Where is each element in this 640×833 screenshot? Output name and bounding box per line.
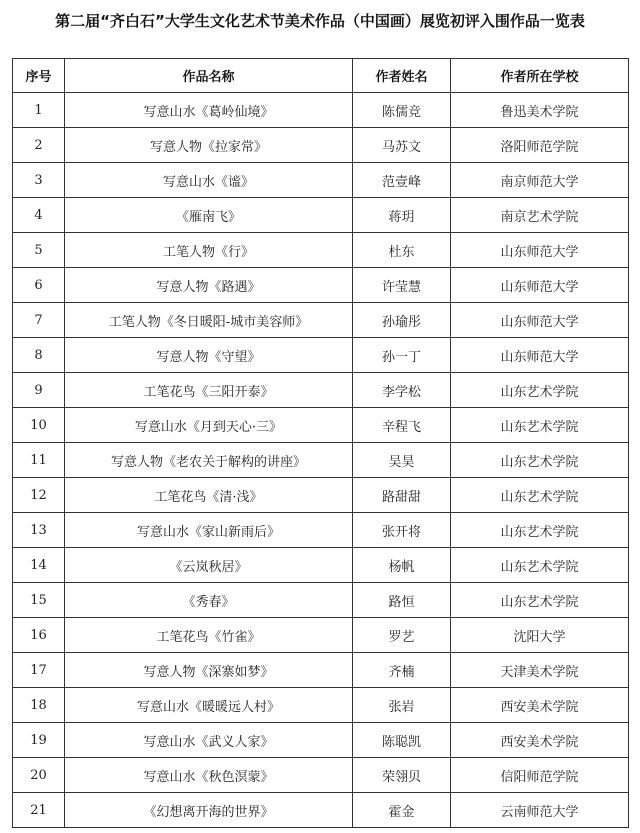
- cell-author: 路恒: [353, 583, 451, 618]
- cell-work: 《云岚秋居》: [65, 548, 353, 583]
- cell-work: 工笔人物《冬日暖阳-城市美容师》: [65, 303, 353, 338]
- table-row: [13, 583, 629, 618]
- header-work: 作品名称: [65, 59, 353, 93]
- table-row: [13, 618, 629, 653]
- table-row: [13, 653, 629, 688]
- cell-no: 1: [13, 93, 65, 128]
- cell-school: 山东艺术学院: [451, 443, 629, 478]
- cell-work: 写意山水《月到天心·三》: [65, 408, 353, 443]
- cell-author: 杜东: [353, 233, 451, 268]
- cell-work: 《幻想离开海的世界》: [65, 793, 353, 828]
- cell-school: 山东艺术学院: [451, 408, 629, 443]
- cell-work: 写意山水《武义人家》: [65, 723, 353, 758]
- cell-author: 马苏文: [353, 128, 451, 163]
- cell-school: 云南师范大学: [451, 793, 629, 828]
- cell-no: 20: [13, 758, 65, 793]
- table-row: [13, 373, 629, 408]
- cell-no: 5: [13, 233, 65, 268]
- cell-no: 6: [13, 268, 65, 303]
- cell-work: 写意山水《谧》: [65, 163, 353, 198]
- cell-work: 写意山水《秋色溟蒙》: [65, 758, 353, 793]
- table-row: [13, 758, 629, 793]
- cell-author: 杨帆: [353, 548, 451, 583]
- table-row: [13, 198, 629, 233]
- header-no: 序号: [13, 59, 65, 93]
- cell-author: 霍金: [353, 793, 451, 828]
- cell-school: 山东艺术学院: [451, 548, 629, 583]
- table-row: [13, 303, 629, 338]
- cell-author: 张岩: [353, 688, 451, 723]
- cell-no: 8: [13, 338, 65, 373]
- cell-author: 范壹峰: [353, 163, 451, 198]
- table-row: [13, 268, 629, 303]
- cell-school: 天津美术学院: [451, 653, 629, 688]
- table-row: [13, 688, 629, 723]
- cell-author: 路甜甜: [353, 478, 451, 513]
- cell-work: 写意人物《拉家常》: [65, 128, 353, 163]
- finalist-table: [12, 58, 629, 828]
- cell-school: 西安美术学院: [451, 688, 629, 723]
- cell-author: 蒋玥: [353, 198, 451, 233]
- cell-school: 鲁迅美术学院: [451, 93, 629, 128]
- cell-author: 荣翎贝: [353, 758, 451, 793]
- table-row: [13, 513, 629, 548]
- cell-author: 陈儒竞: [353, 93, 451, 128]
- cell-work: 工笔花鸟《竹雀》: [65, 618, 353, 653]
- cell-no: 7: [13, 303, 65, 338]
- cell-no: 14: [13, 548, 65, 583]
- cell-work: 工笔花鸟《清·浅》: [65, 478, 353, 513]
- cell-school: 山东艺术学院: [451, 373, 629, 408]
- table-row: [13, 443, 629, 478]
- cell-author: 吴昊: [353, 443, 451, 478]
- cell-school: 信阳师范学院: [451, 758, 629, 793]
- cell-work: 工笔人物《行》: [65, 233, 353, 268]
- table-row: [13, 93, 629, 128]
- cell-school: 山东师范大学: [451, 268, 629, 303]
- table-row: [13, 723, 629, 758]
- cell-no: 19: [13, 723, 65, 758]
- table-header-row: [13, 59, 629, 93]
- cell-no: 4: [13, 198, 65, 233]
- cell-school: 洛阳师范学院: [451, 128, 629, 163]
- cell-school: 山东艺术学院: [451, 583, 629, 618]
- cell-work: 写意人物《路遇》: [65, 268, 353, 303]
- cell-author: 张开将: [353, 513, 451, 548]
- cell-work: 《秀春》: [65, 583, 353, 618]
- cell-school: 南京师范大学: [451, 163, 629, 198]
- table-row: [13, 408, 629, 443]
- table-row: [13, 163, 629, 198]
- cell-author: 齐楠: [353, 653, 451, 688]
- table-row: [13, 793, 629, 828]
- cell-no: 9: [13, 373, 65, 408]
- header-author: 作者姓名: [353, 59, 451, 93]
- table-row: [13, 128, 629, 163]
- cell-school: 山东师范大学: [451, 233, 629, 268]
- cell-school: 山东师范大学: [451, 338, 629, 373]
- cell-work: 写意人物《守望》: [65, 338, 353, 373]
- cell-work: 写意山水《家山新雨后》: [65, 513, 353, 548]
- cell-work: 工笔花鸟《三阳开泰》: [65, 373, 353, 408]
- cell-school: 山东艺术学院: [451, 478, 629, 513]
- cell-school: 南京艺术学院: [451, 198, 629, 233]
- cell-author: 罗艺: [353, 618, 451, 653]
- cell-school: 山东艺术学院: [451, 513, 629, 548]
- cell-work: 写意山水《暖暖远人村》: [65, 688, 353, 723]
- cell-author: 许莹慧: [353, 268, 451, 303]
- document-title: 第二届“齐白石”大学生文化艺术节美术作品（中国画）展览初评入围作品一览表: [55, 12, 585, 30]
- cell-work: 写意人物《老农关于解构的讲座》: [65, 443, 353, 478]
- cell-work: 写意山水《葛岭仙境》: [65, 93, 353, 128]
- cell-author: 李学松: [353, 373, 451, 408]
- table-row: [13, 338, 629, 373]
- cell-no: 21: [13, 793, 65, 828]
- cell-author: 孙一丁: [353, 338, 451, 373]
- cell-no: 2: [13, 128, 65, 163]
- cell-no: 18: [13, 688, 65, 723]
- cell-no: 13: [13, 513, 65, 548]
- table-row: [13, 478, 629, 513]
- cell-author: 孙瑜彤: [353, 303, 451, 338]
- cell-no: 11: [13, 443, 65, 478]
- cell-school: 山东师范大学: [451, 303, 629, 338]
- table-row: [13, 233, 629, 268]
- cell-work: 《雁南飞》: [65, 198, 353, 233]
- cell-school: 沈阳大学: [451, 618, 629, 653]
- cell-no: 10: [13, 408, 65, 443]
- cell-no: 12: [13, 478, 65, 513]
- cell-author: 陈聪凯: [353, 723, 451, 758]
- cell-school: 西安美术学院: [451, 723, 629, 758]
- cell-no: 15: [13, 583, 65, 618]
- table-row: [13, 548, 629, 583]
- header-school: 作者所在学校: [451, 59, 629, 93]
- cell-no: 3: [13, 163, 65, 198]
- cell-work: 写意人物《深寨如梦》: [65, 653, 353, 688]
- cell-no: 16: [13, 618, 65, 653]
- cell-no: 17: [13, 653, 65, 688]
- cell-author: 辛程飞: [353, 408, 451, 443]
